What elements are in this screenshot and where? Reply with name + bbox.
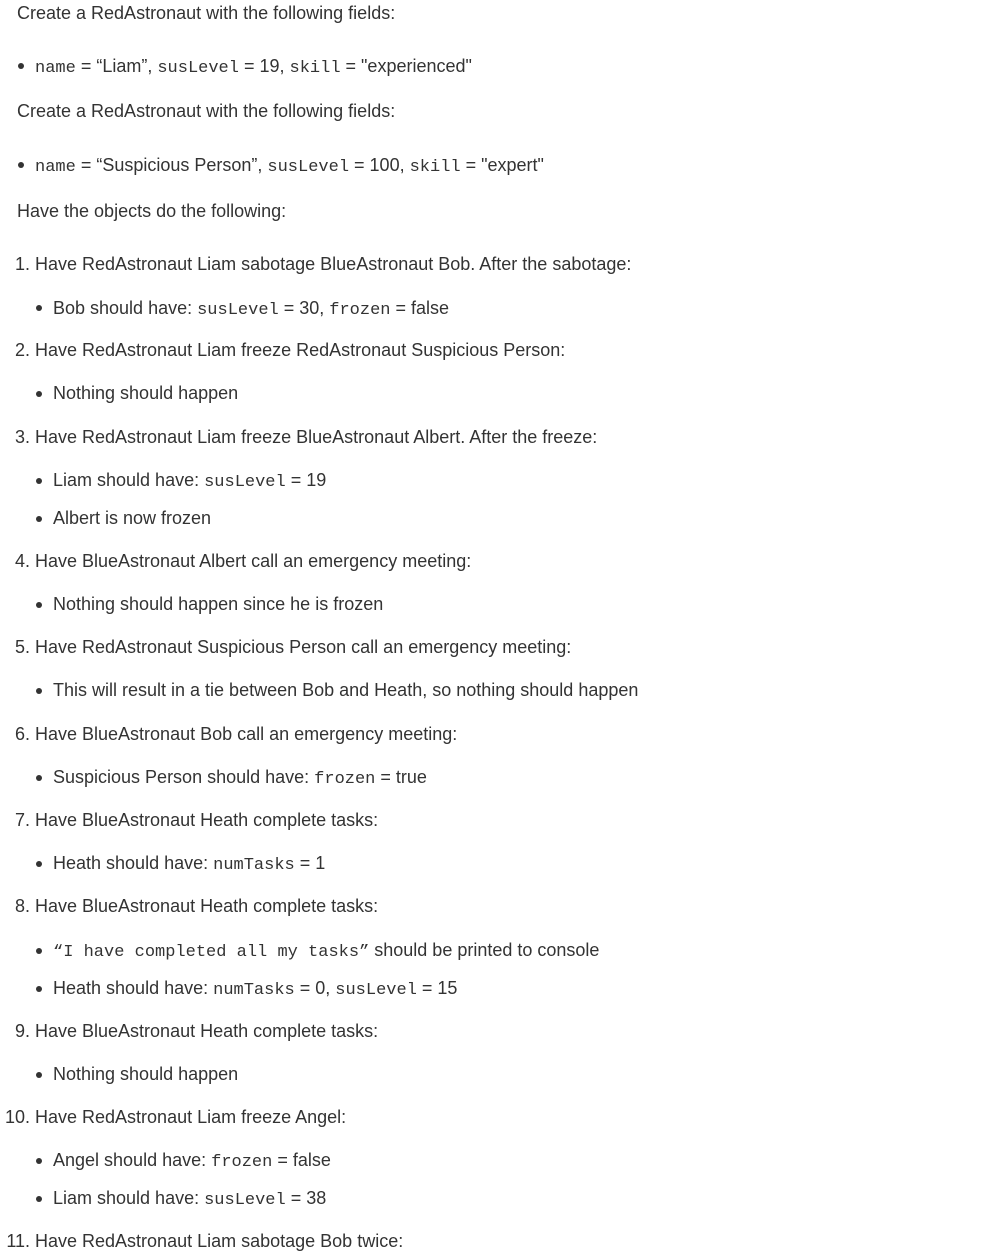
field-name-code: susLevel — [157, 59, 239, 78]
field-name-code: skill — [409, 158, 461, 177]
bullet — [36, 305, 42, 311]
sub-item: This will result in a tie between Bob and Heath, so nothing should happen — [53, 680, 639, 700]
intro-text-2: Create a RedAstronaut with the following fields: — [17, 101, 396, 121]
step-text: Have BlueAstronaut Albert call an emergency meeting: — [35, 551, 472, 571]
step-number: 7. — [14, 810, 30, 830]
step-number: 1. — [14, 254, 30, 274]
step-text: Have RedAstronaut Suspicious Person call an emergency meeting: — [35, 637, 572, 657]
step-text: Have RedAstronaut Liam freeze BlueAstronaut Albert. After the freeze: — [35, 427, 598, 447]
bullet — [36, 986, 42, 992]
sub-item: Heath should have: numTasks = 1 — [53, 853, 326, 875]
field-name-code: name — [35, 59, 76, 78]
sub-item: Albert is now frozen — [53, 508, 212, 528]
step-number: 5. — [14, 637, 30, 657]
intro-text-3: Have the objects do the following: — [17, 201, 287, 221]
step-text: Have BlueAstronaut Heath complete tasks: — [35, 896, 379, 916]
bullet — [36, 948, 42, 954]
step-number: 11. — [6, 1231, 30, 1251]
bullet — [36, 1072, 42, 1078]
step-number: 8. — [14, 896, 30, 916]
bullet — [36, 861, 42, 867]
step-text: Have BlueAstronaut Heath complete tasks: — [35, 810, 379, 830]
step-text: Have BlueAstronaut Bob call an emergency meeting: — [35, 724, 458, 744]
step-text: Have RedAstronaut Liam freeze RedAstronaut Suspicious Person: — [35, 340, 566, 360]
step-number: 4. — [14, 551, 30, 571]
field-list-item-liam: name = “Liam”, susLevel = 19, skill = "experienced" — [35, 56, 472, 78]
step-number: 3. — [14, 427, 30, 447]
sub-item: Angel should have: frozen = false — [53, 1150, 331, 1172]
bullet — [18, 162, 24, 168]
bullet — [36, 1196, 42, 1202]
bullet — [36, 478, 42, 484]
bullet — [18, 63, 24, 69]
step-text: Have BlueAstronaut Heath complete tasks: — [35, 1021, 379, 1041]
step-text: Have RedAstronaut Liam freeze Angel: — [35, 1107, 347, 1127]
sub-item: Liam should have: susLevel = 19 — [53, 470, 327, 492]
sub-item: Nothing should happen since he is frozen — [53, 594, 384, 614]
sub-item: Bob should have: susLevel = 30, frozen = false — [53, 298, 450, 320]
step-number: 2. — [14, 340, 30, 360]
bullet — [36, 391, 42, 397]
intro-text-1: Create a RedAstronaut with the following fields: — [17, 3, 396, 23]
sub-item: Nothing should happen — [53, 1064, 239, 1084]
bullet — [36, 1158, 42, 1164]
sub-item: Liam should have: susLevel = 38 — [53, 1188, 327, 1210]
field-name-code: skill — [289, 59, 341, 78]
bullet — [36, 775, 42, 781]
sub-item: “I have completed all my tasks” should be printed to console — [53, 940, 600, 962]
step-text: Have RedAstronaut Liam sabotage BlueAstronaut Bob. After the sabotage: — [35, 254, 632, 274]
sub-item: Suspicious Person should have: frozen = true — [53, 767, 427, 789]
step-number: 10. — [4, 1107, 30, 1127]
sub-item: Heath should have: numTasks = 0, susLevel = 15 — [53, 978, 458, 1000]
bullet — [36, 516, 42, 522]
step-text: Have RedAstronaut Liam sabotage Bob twice: — [35, 1231, 404, 1251]
field-name-code: susLevel — [267, 158, 350, 177]
field-list-item-suspicious-person: name = “Suspicious Person”, susLevel = 100, skill = "expert" — [35, 155, 544, 177]
bullet — [36, 688, 42, 694]
step-number: 6. — [14, 724, 30, 744]
sub-item: Nothing should happen — [53, 383, 239, 403]
bullet — [36, 602, 42, 608]
step-number: 9. — [14, 1021, 30, 1041]
field-name-code: name — [35, 158, 76, 177]
